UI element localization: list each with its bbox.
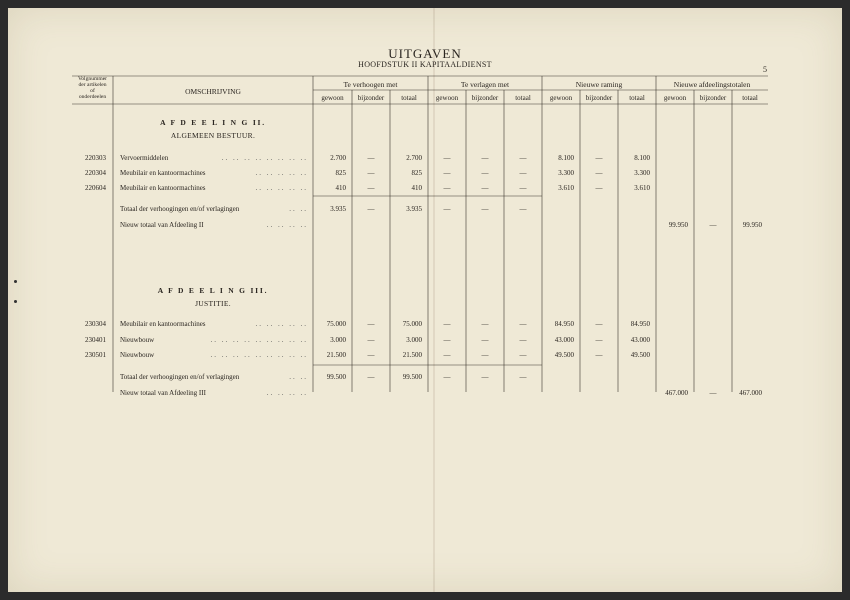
header-group-afdeelingstotalen: Nieuwe afdeelingstotalen — [673, 80, 751, 89]
table-cell: — — [595, 320, 603, 328]
row-description: Meubilair en kantoormachines — [120, 184, 206, 192]
table-cell: — — [519, 205, 527, 213]
section-subtitle: ALGEMEEN BESTUUR. — [170, 131, 256, 140]
table-cell: — — [595, 351, 603, 359]
table-cell: — — [443, 320, 451, 328]
row-leader-dots: .. .. .. .. — [266, 389, 308, 397]
table-cell: 825 — [411, 169, 422, 177]
table-cell: 3.610 — [558, 184, 574, 192]
table-cell: 21.500 — [326, 351, 346, 359]
header-sub-bijzonder: bijzonder — [699, 94, 727, 102]
table-cell: — — [519, 320, 527, 328]
table-cell: 2.700 — [330, 154, 346, 162]
header-sub-totaal: totaal — [515, 94, 531, 102]
header-volgnummer-line: of — [90, 88, 95, 94]
table-cell: — — [443, 373, 451, 381]
table-cell: 21.500 — [402, 351, 422, 359]
table-cell: — — [519, 336, 527, 344]
table-cell: — — [595, 336, 603, 344]
total-label: Totaal der verhoogingen en/of verlagingen — [120, 205, 240, 213]
table-cell: 75.000 — [326, 320, 346, 328]
header-volgnummer-line: Volgnummer — [77, 76, 108, 82]
page-subtitle: HOOFDSTUK II KAPITAALDIENST — [358, 60, 492, 69]
table-cell: 467.000 — [739, 389, 762, 397]
header-group-verlagen: Te verlagen met — [460, 80, 510, 89]
table-cell: 3.935 — [406, 205, 422, 213]
row-description: Vervoermiddelen — [120, 154, 169, 162]
table-cell: — — [481, 184, 489, 192]
header-sub-totaal: totaal — [742, 94, 758, 102]
header-volgnummer — [72, 76, 113, 100]
table-cell: — — [367, 320, 375, 328]
table-cell: 3.935 — [330, 205, 346, 213]
binding-hole — [14, 280, 17, 283]
header-sub-bijzonder: bijzonder — [471, 94, 499, 102]
article-number: 220604 — [85, 184, 106, 192]
table-cell: — — [367, 205, 375, 213]
table-cell: — — [481, 169, 489, 177]
header-sub-gewoon: gewoon — [549, 94, 573, 102]
table-cell: — — [367, 373, 375, 381]
table-cell: 825 — [335, 169, 346, 177]
header-sub-totaal: totaal — [629, 94, 645, 102]
table-cell: — — [443, 336, 451, 344]
document-page — [8, 8, 842, 592]
section-title: A F D E E L I N G III. — [157, 286, 269, 295]
table-cell: — — [443, 351, 451, 359]
table-cell: — — [481, 154, 489, 162]
table-cell: 99.500 — [326, 373, 346, 381]
table-cell: 43.000 — [630, 336, 650, 344]
table-cell: — — [443, 205, 451, 213]
section-subtitle: JUSTITIE. — [195, 299, 231, 308]
table-cell: 99.500 — [402, 373, 422, 381]
table-cell: 2.700 — [406, 154, 422, 162]
table-cell: — — [709, 389, 717, 397]
binding-hole — [14, 300, 17, 303]
article-number: 220304 — [85, 169, 106, 177]
new-total-label: Nieuw totaal van Afdeeling III — [120, 389, 206, 397]
table-cell: — — [367, 154, 375, 162]
header-sub-gewoon: gewoon — [663, 94, 687, 102]
table-cell: — — [367, 336, 375, 344]
header-sub-totaal: totaal — [401, 94, 417, 102]
row-leader-dots: .. .. .. .. .. — [255, 169, 308, 177]
table-cell: — — [519, 184, 527, 192]
row-description: Nieuwbouw — [120, 351, 155, 359]
header-sub-gewoon: gewoon — [321, 94, 344, 102]
page-title: UITGAVEN — [388, 46, 462, 61]
article-number: 230401 — [85, 336, 106, 344]
article-number: 230304 — [85, 320, 106, 328]
table-cell: — — [519, 351, 527, 359]
table-cell: 410 — [335, 184, 346, 192]
row-leader-dots: .. .. .. .. .. .. .. .. .. — [210, 351, 308, 359]
table-cell: — — [443, 169, 451, 177]
article-number: 220303 — [85, 154, 106, 162]
table-cell: — — [367, 169, 375, 177]
table-cell: 3.000 — [330, 336, 346, 344]
header-sub-bijzonder: bijzonder — [585, 94, 613, 102]
table-cell: 43.000 — [554, 336, 574, 344]
table-cell: — — [367, 184, 375, 192]
table-cell: 3.300 — [558, 169, 574, 177]
table-cell: 467.000 — [665, 389, 688, 397]
table-cell: — — [481, 320, 489, 328]
table-cell: 99.950 — [668, 221, 688, 229]
table-cell: — — [519, 169, 527, 177]
table-cell: 49.500 — [554, 351, 574, 359]
table-cell: — — [595, 169, 603, 177]
table-cell: 3.300 — [634, 169, 650, 177]
header-volgnummer-line: der artikelen — [78, 82, 107, 88]
table-cell: 8.100 — [634, 154, 650, 162]
row-leader-dots: .. .. .. .. — [266, 221, 308, 229]
table-cell: — — [481, 336, 489, 344]
table-cell: — — [481, 373, 489, 381]
row-description: Meubilair en kantoormachines — [120, 320, 206, 328]
new-total-label: Nieuw totaal van Afdeeling II — [120, 221, 204, 229]
row-leader-dots: .. .. .. .. .. .. .. .. — [221, 154, 308, 162]
row-leader-dots: .. .. .. .. .. — [255, 184, 308, 192]
header-volgnummer-line: onderdeelen — [78, 94, 107, 100]
table-cell: 84.950 — [554, 320, 574, 328]
page-number: 5 — [763, 65, 767, 74]
table-cell: — — [595, 154, 603, 162]
table-cell: — — [481, 351, 489, 359]
section-title: A F D E E L I N G II. — [160, 118, 266, 127]
row-description: Nieuwbouw — [120, 336, 155, 344]
table-cell: 410 — [411, 184, 422, 192]
table-cell: — — [519, 154, 527, 162]
table-cell: — — [443, 184, 451, 192]
table-cell: 75.000 — [402, 320, 422, 328]
article-number: 230501 — [85, 351, 106, 359]
header-sub-gewoon: gewoon — [435, 94, 459, 102]
header-group-nieuwe-raming: Nieuwe raming — [575, 80, 623, 89]
total-label: Totaal der verhoogingen en/of verlagingen — [120, 373, 240, 381]
table-cell: 99.950 — [742, 221, 762, 229]
table-cell: 84.950 — [630, 320, 650, 328]
table-cell: — — [481, 205, 489, 213]
table-cell: — — [519, 373, 527, 381]
row-leader-dots: .. .. .. .. .. — [255, 320, 308, 328]
table-cell: — — [595, 184, 603, 192]
row-leader-dots: .. .. — [289, 205, 308, 213]
table-cell: 3.000 — [406, 336, 422, 344]
header-omschrijving: OMSCHRIJVING — [185, 87, 241, 96]
row-leader-dots: .. .. .. .. .. .. .. .. .. — [210, 336, 308, 344]
table-cell: 8.100 — [558, 154, 574, 162]
header-group-verhoogen: Te verhoogen met — [343, 80, 398, 89]
table-cell: 49.500 — [630, 351, 650, 359]
row-description: Meubilair en kantoormachines — [120, 169, 206, 177]
header-sub-bijzonder: bijzonder — [357, 94, 385, 102]
table-cell: — — [367, 351, 375, 359]
row-leader-dots: .. .. — [289, 373, 308, 381]
table-cell: — — [709, 221, 717, 229]
table-cell: — — [443, 154, 451, 162]
table-cell: 3.610 — [634, 184, 650, 192]
